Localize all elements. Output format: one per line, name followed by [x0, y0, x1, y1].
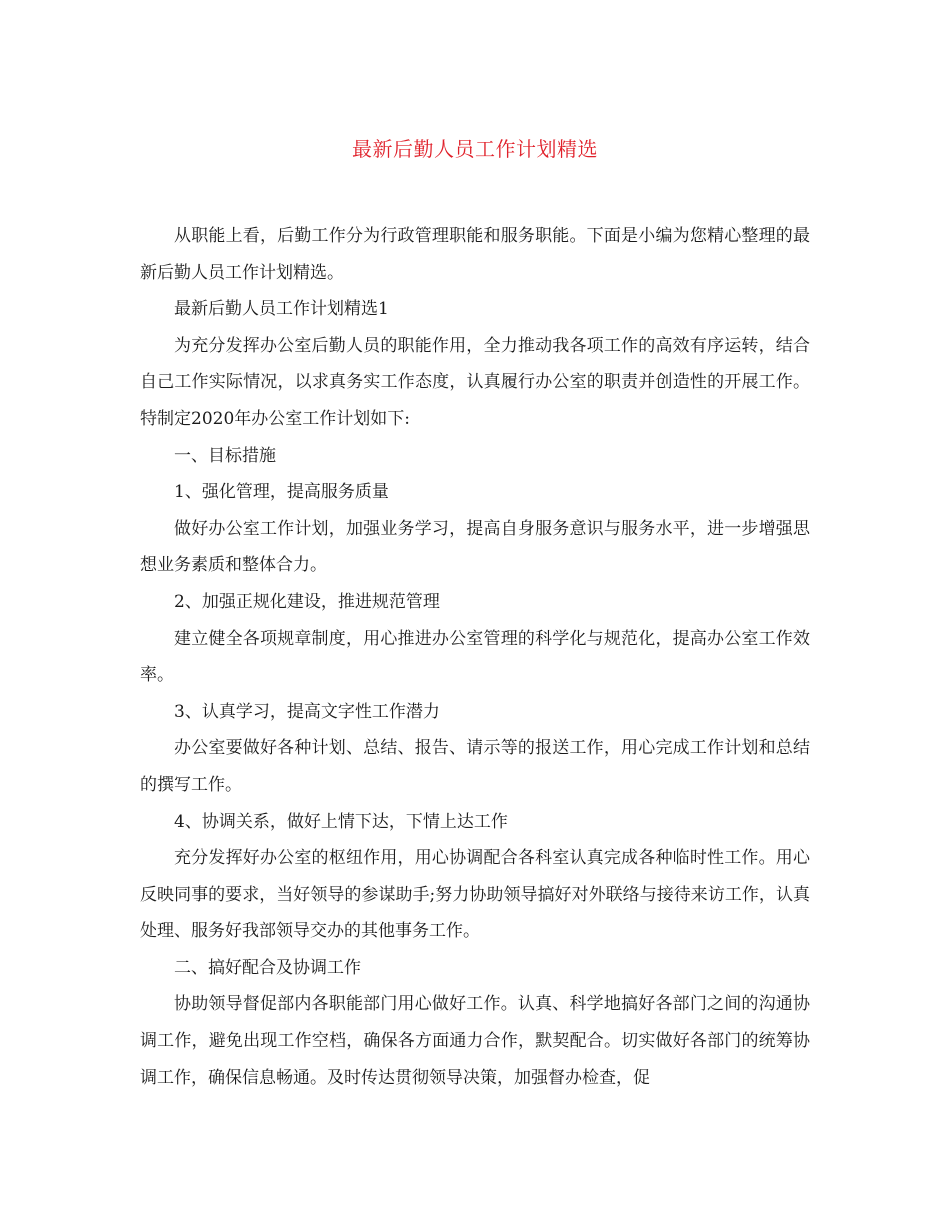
section-heading: 二、搞好配合及协调工作 — [174, 957, 361, 978]
paragraph-intro: 从职能上看，后勤工作分为行政管理职能和服务职能。下面是小编为您精心整理的最新后勤人员工作计划精选。 — [140, 226, 810, 283]
section-heading: 一、目标措施 — [174, 445, 276, 466]
document-title: 最新后勤人员工作计划精选 — [352, 137, 598, 161]
item-heading: 1、强化管理，提高服务质量 — [174, 482, 389, 503]
paragraph: 做好办公室工作计划，加强业务学习，提高自身服务意识与服务水平，进一步增强思想业务素质和整体合力。 — [140, 518, 810, 576]
paragraph: 为充分发挥办公室后勤人员的职能作用，全力推动我各项工作的高效有序运转，结合自己工作实际情况，以求真务实工作态度，认真履行办公室的职责并创造性的开展工作。特制定2020年办公室工作计划如下: — [140, 335, 810, 429]
item-heading: 4、协调关系，做好上情下达，下情上达工作 — [174, 811, 508, 832]
paragraph: 协助领导督促部内各职能部门用心做好工作。认真、科学地搞好各部门之间的沟通协调工作，避免出现工作空档，确保各方面通力合作，默契配合。切实做好各部门的统筹协调工作，确保信息畅通。及时传达贯彻领导决策，加强督办检查，促 — [140, 994, 810, 1088]
item-heading: 2、加强正规化建设，推进规范管理 — [174, 591, 440, 612]
paragraph: 充分发挥好办公室的枢纽作用，用心协调配合各科室认真完成各种临时性工作。用心反映同事的要求，当好领导的参谋助手;努力协助领导搞好对外联络与接待来访工作，认真处理、服务好我部领导交办的其他事务工作。 — [140, 848, 810, 942]
item-heading: 3、认真学习，提高文字性工作潜力 — [174, 701, 440, 722]
paragraph: 办公室要做好各种计划、总结、报告、请示等的报送工作，用心完成工作计划和总结的撰写工作。 — [140, 738, 810, 795]
paragraph-subtitle: 最新后勤人员工作计划精选1 — [174, 299, 389, 320]
document-body — [140, 218, 810, 1096]
paragraph: 建立健全各项规章制度，用心推进办公室管理的科学化与规范化，提高办公室工作效率。 — [140, 628, 810, 686]
